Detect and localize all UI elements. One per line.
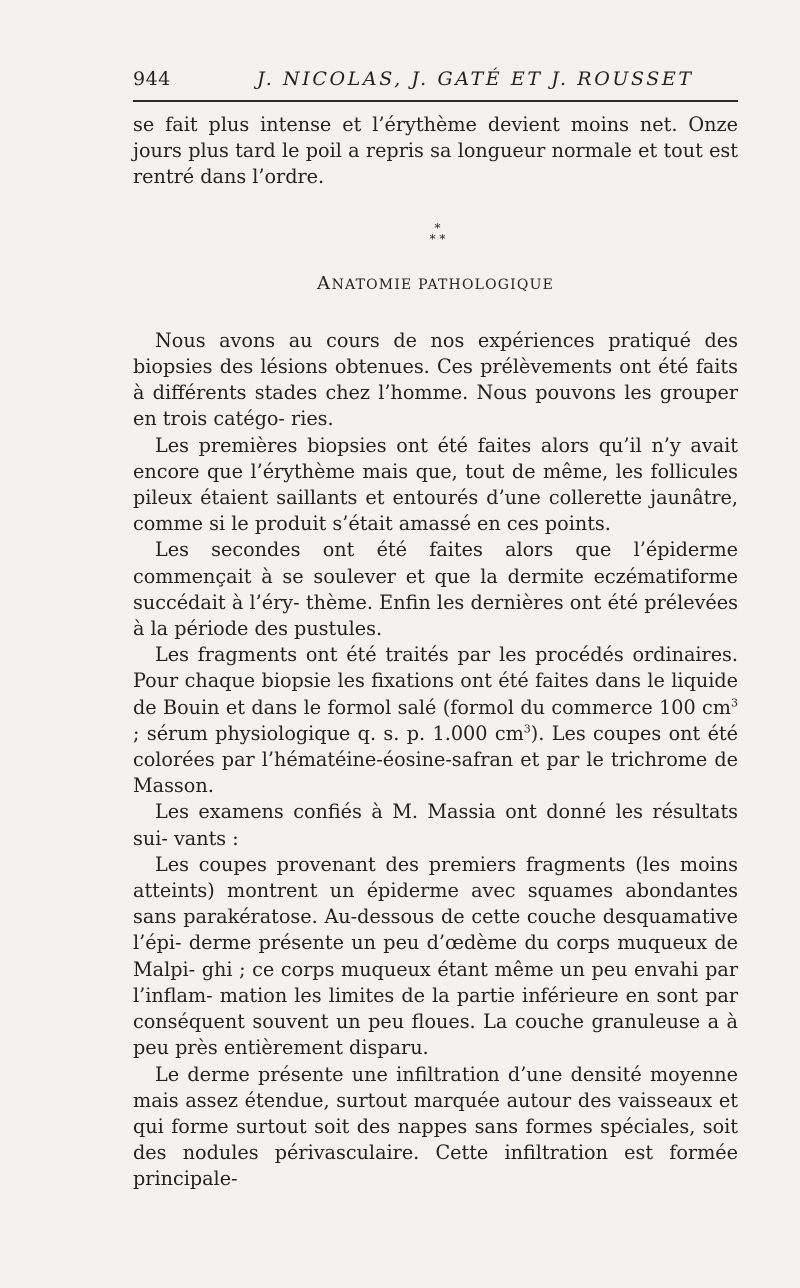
text-line: chaque biopsie les fixations ont été faites dans le liquide de [133,669,738,719]
text-line: à se soulever et que la dermite eczématiforme succédait à l’éry- [133,564,738,614]
paragraph-second-biopsies [133,537,738,642]
text-line: Masson. [133,774,214,798]
text-line: derme présente un peu d’œdème du corps muqueux de Malpi- [133,931,738,981]
text-line: Les premières biopsies ont été faites alors qu’il n’y avait [155,433,738,457]
superscript: 3 [731,696,738,710]
text-line: encore que l’érythème mais que, tout de même, les follicules [133,459,738,483]
text-line: Les coupes provenant des premiers fragments (les moins [155,852,738,876]
paragraph-first-biopsies [133,433,738,538]
text-line: Les examens confiés à M. Massia ont donné les résultats sui- [133,800,738,850]
text-line: sérum physiologique q. s. p. 1.000 cm [146,721,524,745]
text-line: mation les limites de la partie inférieure en sont par conséquent [133,983,738,1034]
paragraph-biopsies [133,328,738,433]
text-line: thème. Enfin les dernières ont été prélevées à la période des [133,590,738,641]
paragraph-fragments [133,642,738,799]
text-line: vants : [173,826,239,850]
text-line: parakératose. Au-dessous de cette couche desquamative l’épi- [133,905,738,955]
text-line: nodules périvasculaire. Cette infiltration est formée principale- [133,1141,738,1191]
text-line: Le derme présente une infiltration d’une densité moyenne [155,1062,738,1086]
text-line: ). Les coupes ont été [530,721,738,745]
paragraph-examinations [133,799,738,851]
text-line: pileux étaient saillants et entourés d’une collerette jaunâtre, [133,486,738,510]
text-line: plus tard le poil a repris sa longueur normale et tout est rentré [133,139,738,189]
section-heading [133,271,738,298]
section-heading-rest: NATOMIE PATHOLOGIQUE [331,276,555,293]
page-header [133,62,738,96]
paragraph-dermis [133,1062,738,1193]
text-body [133,112,738,1193]
text-line: Les fragments ont été traités par les procédés ordinaires. Pour [133,643,738,693]
section-heading-initial: A [316,272,332,294]
paragraph-first-sections [133,852,738,1062]
text-line: ; [133,721,140,745]
text-line: Bouin et dans le formol salé (formol du commerce 100 cm [163,695,731,719]
text-line: ries. [291,407,334,431]
text-line: Nous avons au cours de nos expériences pratiqué des biopsies [133,328,738,379]
text-line: des lésions obtenues. Ces prélèvements ont été faits à différents [133,355,738,405]
text-line: stades chez l’homme. Nous pouvons les grouper en trois catégo- [133,381,738,431]
text-line: comme si le produit s’était amassé en ces points. [133,512,611,536]
page-number: 944 [133,68,171,90]
text-line: mais assez étendue, surtout marquée autour des vaisseaux et qui [133,1088,738,1138]
asterism-bottom: * * [429,231,446,246]
text-line: ghi ; ce corps muqueux étant même un peu envahi par l’inflam- [133,957,738,1007]
paragraph-intro [133,112,738,191]
text-line: atteints) montrent un épiderme avec squames abondantes sans [133,879,738,929]
running-title: J. NICOLAS, J. GATÉ ET J. ROUSSET [257,68,694,90]
text-line: forme surtout soit des nappes sans formes spéciales, soit des [133,1114,738,1165]
section-asterism [137,220,738,246]
text-line: se fait plus intense et l’érythème devient moins net. Onze jours [133,113,738,163]
text-line: dans l’ordre. [200,165,325,189]
superscript: 3 [523,722,531,736]
text-line: colorées par l’hématéine-éosine-safran et par le trichrome de [133,748,738,772]
asterism-top: * [434,220,441,235]
text-line: souvent un peu floues. La couche granuleuse a à peu près [133,1010,738,1060]
header-rule [133,100,738,102]
text-line: pustules. [294,617,383,641]
text-line: Les secondes ont été faites alors que l’épiderme commençait [133,538,738,588]
text-line: entièrement disparu. [223,1036,429,1060]
